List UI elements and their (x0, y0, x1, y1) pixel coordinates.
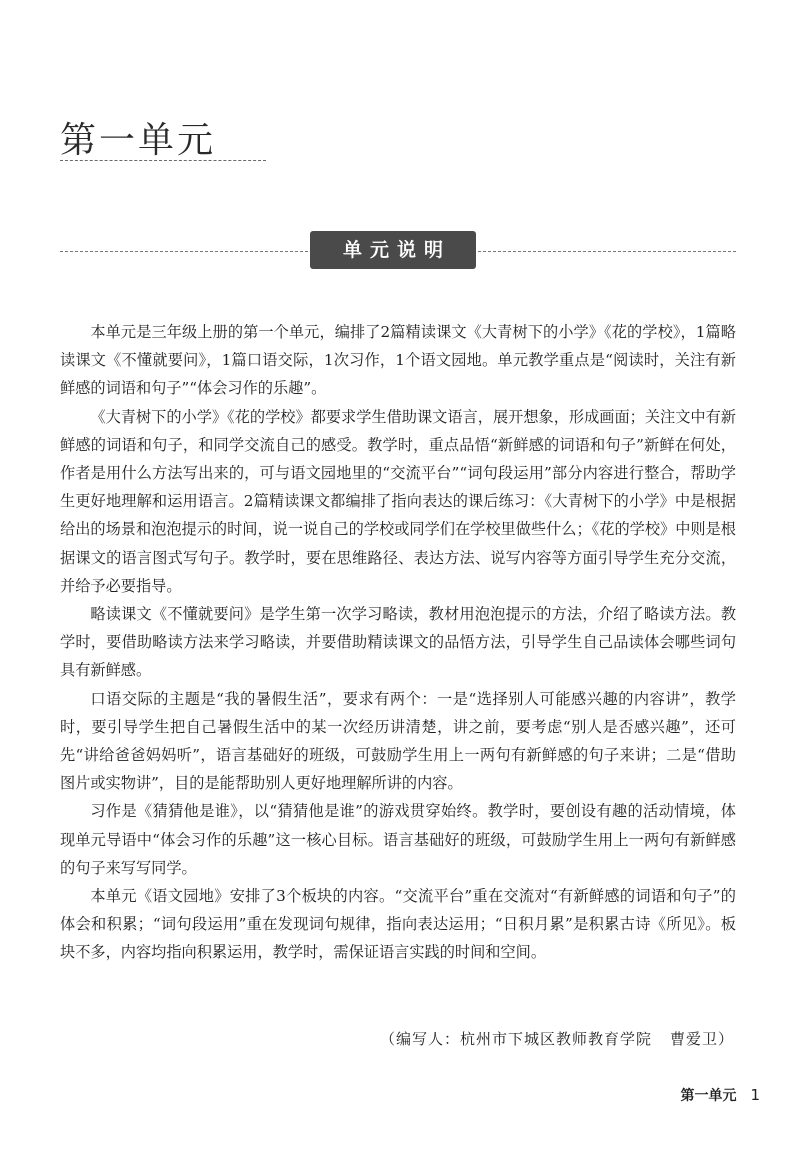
paragraph: 略读课文《不懂就要问》是学生第一次学习略读，教材用泡泡提示的方法，介绍了略读方法。教学时，要借助略读方法来学习略读，并要借助精读课文的品悟方法，引导学生自己品读体会哪些词句具有新鲜感。 (60, 605, 736, 680)
paragraph: 习作是《猜猜他是谁》，以“猜猜他是谁”的游戏贯穿始终。教学时，要创设有趣的活动情境，体现单元导语中“体会习作的乐趣”这一核心目标。语言基础好的班级，可鼓励学生用上一两句有新鲜感的句子来写写同学。 (60, 802, 736, 877)
author-credit (380, 1028, 734, 1049)
unit-title: 第一单元 (60, 120, 217, 161)
footer-unit-label: 第一单元 (680, 1088, 737, 1104)
unit-description (60, 318, 736, 967)
section-divider-right (478, 251, 736, 252)
paragraph: 本单元是三年级上册的第一个单元，编排了2篇精读课文《大青树下的小学》《花的学校》，1篇略读课文《不懂就要问》，1篇口语交际，1次习作，1个语文园地。单元教学重点是“阅读时，关注有新鲜感的词语和句子”“体会习作的乐趣”。 (60, 323, 736, 398)
page-number: 1 (750, 1086, 760, 1104)
page-footer (680, 1085, 760, 1105)
paragraph: 本单元《语文园地》安排了3个板块的内容。“交流平台”重在交流对“有新鲜感的词语和句子”的体会和积累；“词句段运用”重在发现词句规律，指向表达运用；“日积月累”是积累古诗《所见》。板块不多，内容均指向积累运用，教学时，需保证语言实践的时间和空间。 (60, 887, 736, 962)
section-divider-left (60, 251, 308, 252)
section-badge: 单元说明 (310, 231, 476, 269)
paragraph: 口语交际的主题是“我的暑假生活”，要求有两个：一是“选择别人可能感兴趣的内容讲”，教学时，要引导学生把自己暑假生活中的某一次经历讲清楚，讲之前，要考虑“别人是否感兴趣”，还可先“讲给爸爸妈妈听”，语言基础好的班级，可鼓励学生用上一两句有新鲜感的句子来讲；二是“借助图片或实物讲”，目的是能帮助别人更好地理解所讲的内容。 (60, 689, 736, 793)
title-underline (60, 160, 266, 161)
author-name: 曹爱卫） (669, 1030, 734, 1048)
author-affiliation: （编写人：杭州市下城区教师教育学院 (379, 1030, 652, 1048)
paragraph: 《大青树下的小学》《花的学校》都要求学生借助课文语言，展开想象，形成画面；关注文中有新鲜感的词语和句子，和同学交流自己的感受。教学时，重点品悟“新鲜感的词语和句子”新鲜在何处，作者是用什么方法写出来的，可与语文园地里的“交流平台”“词句段运用”部分内容进行整合，帮助学生更好地理解和运用语言。2篇精读课文都编排了指向表达的课后练习：《大青树下的小学》中是根据给出的场景和泡泡提示的时间，说一说自己的学校或同学们在学校里做些什么；《花的学校》中则是根据课文的语言图式写句子。教学时，要在思维路径、表达方法、说写内容等方面引导学生充分交流，并给予必要指导。 (60, 407, 736, 595)
